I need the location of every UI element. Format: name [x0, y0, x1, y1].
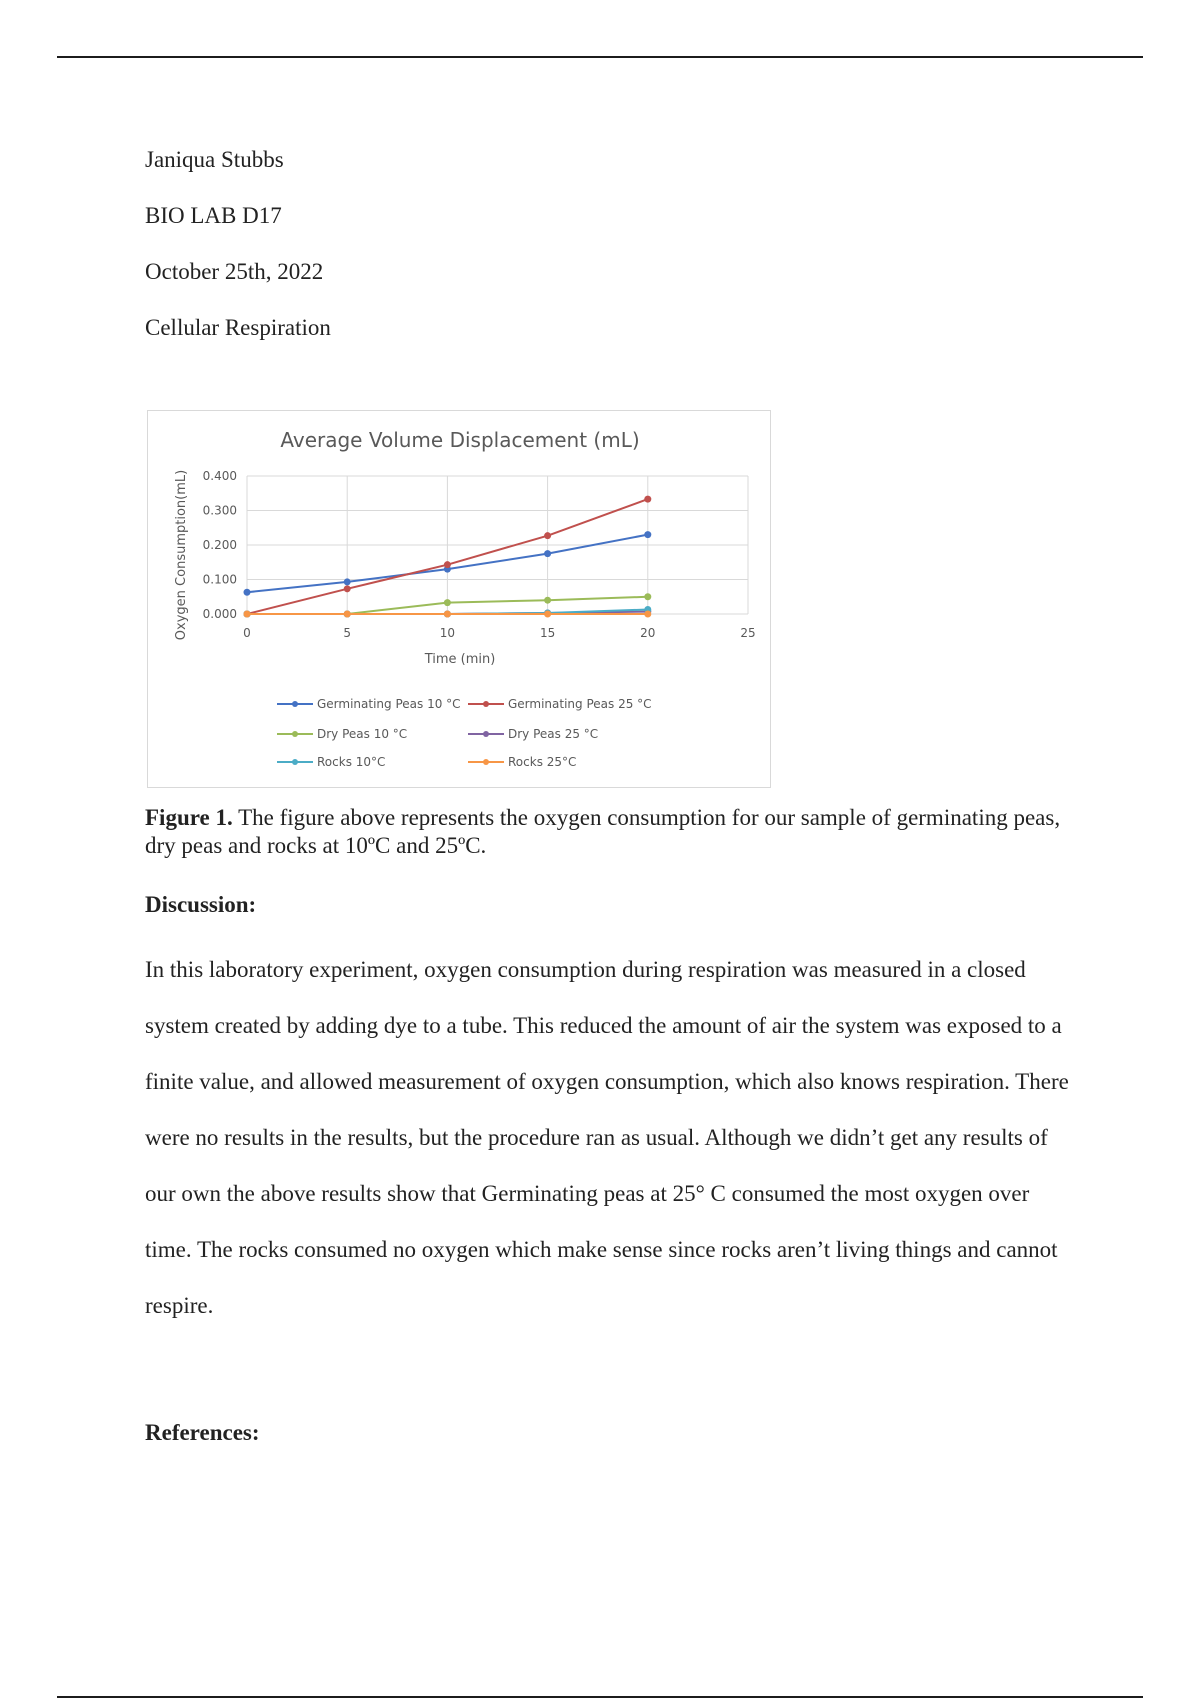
y-axis-label: Oxygen Consumption(mL) [174, 469, 189, 641]
legend-label: Dry Peas 10 °C [317, 727, 408, 741]
discussion-heading: Discussion: [145, 892, 257, 917]
legend-swatch-marker [483, 731, 489, 737]
references-heading: References: [145, 1420, 260, 1445]
x-axis-label: Time (min) [424, 652, 496, 667]
data-point [544, 532, 551, 539]
data-point [444, 599, 451, 606]
data-point [244, 611, 251, 618]
legend-label: Rocks 10°C [317, 755, 386, 769]
x-tick-label: 25 [740, 626, 756, 640]
data-point [244, 589, 251, 596]
report-title: Cellular Respiration [145, 315, 331, 340]
data-point [644, 496, 651, 503]
figure-label: Figure 1. [145, 805, 233, 830]
data-point [644, 531, 651, 538]
line-chart [148, 411, 772, 789]
figure-caption-text: The figure above represents the oxygen consumption for our sample of germinating peas, dry peas and rocks at 10ºC and 25ºC. [145, 805, 1061, 858]
x-tick-label: 15 [539, 626, 556, 640]
x-tick-label: 0 [243, 626, 251, 640]
legend-swatch-marker [292, 701, 298, 707]
x-tick-label: 20 [640, 626, 656, 640]
data-point [544, 611, 551, 618]
data-point [544, 550, 551, 557]
x-tick-label: 5 [343, 626, 352, 640]
y-tick-label: 0.100 [202, 572, 237, 587]
chart-title: Average Volume Displacement (mL) [280, 428, 640, 452]
figure-chart [147, 410, 771, 788]
figure-caption [145, 804, 1075, 860]
y-tick-label: 0.000 [202, 607, 237, 621]
legend-label: Rocks 25°C [508, 755, 577, 769]
data-point [644, 611, 651, 618]
author-name: Janiqua Stubbs [145, 147, 284, 172]
legend-swatch-marker [292, 731, 298, 737]
legend-swatch-marker [483, 701, 489, 707]
legend-label: Dry Peas 25 °C [508, 727, 599, 741]
data-point [344, 578, 351, 585]
y-tick-label: 0.200 [202, 538, 237, 552]
bottom-rule [57, 1696, 1143, 1698]
legend-swatch-marker [292, 759, 298, 765]
course-name: BIO LAB D17 [145, 203, 282, 228]
y-tick-label: 0.300 [202, 503, 237, 518]
data-point [344, 585, 351, 592]
y-tick-label: 0.400 [202, 469, 237, 483]
data-point [444, 561, 451, 568]
data-point [544, 597, 551, 604]
data-point [344, 611, 351, 618]
legend-swatch-marker [483, 759, 489, 765]
legend-label: Germinating Peas 25 °C [508, 697, 652, 711]
legend-label: Germinating Peas 10 °C [317, 697, 461, 711]
report-date: October 25th, 2022 [145, 259, 324, 284]
data-point [644, 593, 651, 600]
top-rule [57, 56, 1143, 58]
discussion-body: In this laboratory experiment, oxygen consumption during respiration was measured in a closed system created by adding dye to a tube. This reduced the amount of air the system was exposed to a finite value, and allowed measurement of oxygen consumption, which also knows respiration. There were no results in the results, but the procedure ran as usual. Although we didn’t get any results of our own the above results show that Germinating peas at 25° C consumed the most oxygen over time. The rocks consumed no oxygen which make sense since rocks aren’t living things and cannot respire. [145, 957, 1069, 1318]
data-point [444, 611, 451, 618]
x-tick-label: 10 [439, 626, 456, 640]
